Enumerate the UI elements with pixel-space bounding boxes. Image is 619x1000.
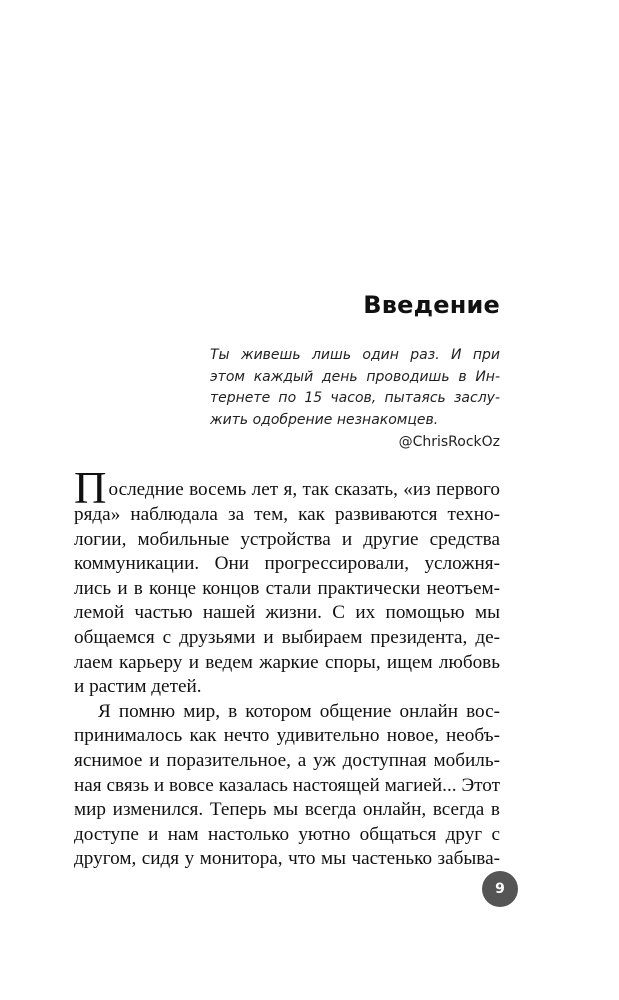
epigraph-line: жить одобрение незнакомцев. — [210, 411, 439, 428]
epigraph — [210, 345, 500, 454]
text-line: яснимое и поразительное, а уж доступная мобиль- — [74, 749, 500, 771]
text-line: мир изменился. Теперь мы всегда онлайн, всегда в — [74, 799, 500, 821]
text-line: общаемся с друзьями и выбираем президента, де- — [74, 626, 500, 648]
text-line: лемой частью нашей жизни. С их помощью мы — [74, 602, 500, 624]
body-text — [74, 463, 500, 872]
text-line: лаем карьеру и ведем жаркие споры, ищем любовь — [74, 651, 500, 673]
text-line: оследние восемь лет я, так сказать, «из первого — [108, 479, 500, 501]
text-line: Я помню мир, в котором общение онлайн вос- — [98, 700, 500, 722]
page-number-badge — [482, 871, 518, 907]
paragraph-1 — [74, 463, 500, 700]
drop-cap: П — [74, 463, 107, 513]
chapter-title: Введение — [363, 291, 500, 319]
text-line: коммуникации. Они прогрессировали, усложня- — [74, 553, 500, 575]
page-number: 9 — [495, 881, 505, 897]
epigraph-author: @ChrisRockOz — [398, 434, 500, 450]
text-line: ная связь и вовсе казалась настоящей магией... Этот — [74, 774, 500, 796]
epigraph-line: Ты живешь лишь один раз. И при — [210, 347, 500, 363]
text-line: логии, мобильные устройства и другие средства — [74, 528, 500, 550]
paragraph-2 — [74, 700, 500, 872]
text-line: и растим детей. — [74, 676, 202, 698]
first-line — [74, 463, 500, 513]
text-line: доступе и нам настолько уютно общаться друг с — [74, 823, 500, 845]
epigraph-line: этом каждый день проводишь в Ин- — [210, 368, 500, 385]
text-line: принималось как нечто удивительно новое, необъ- — [74, 725, 500, 747]
text-line: другом, сидя у монитора, что мы частенько забыва- — [74, 848, 500, 870]
text-line: лись и в конце концов стали практически неотъем- — [74, 577, 500, 599]
text-line: ряда» наблюдала за тем, как развиваются техно- — [74, 504, 500, 525]
epigraph-line: тернете по 15 часов, пытаясь заслу- — [210, 390, 500, 406]
